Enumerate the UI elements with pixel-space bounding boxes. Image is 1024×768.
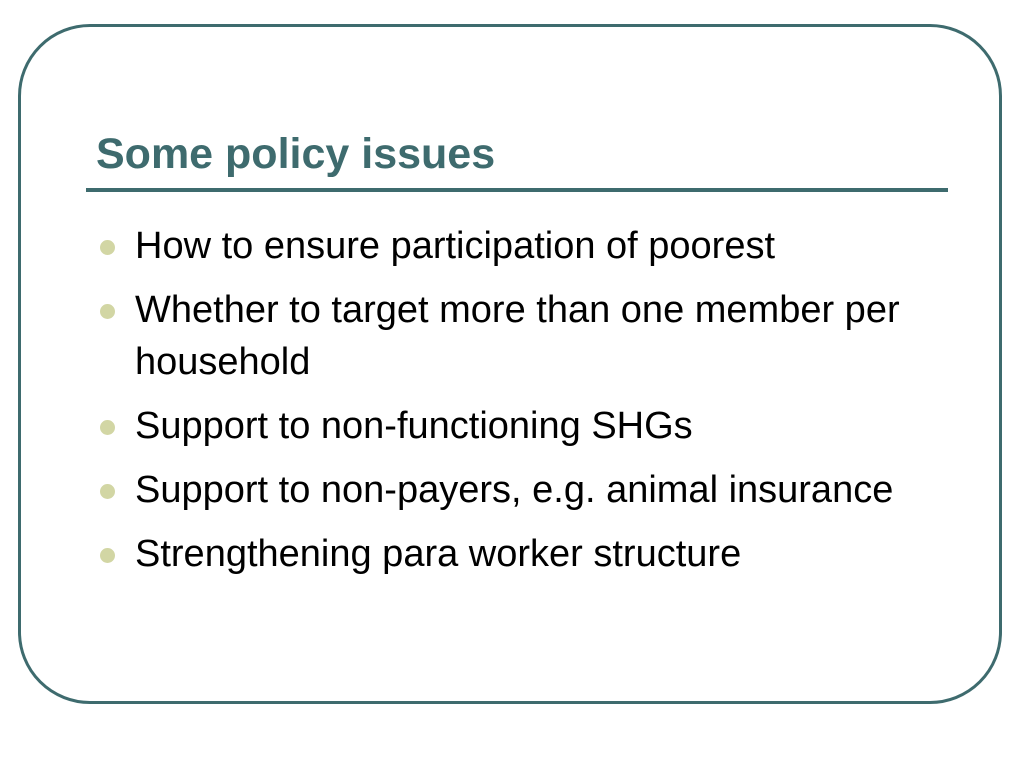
bullet-item — [96, 400, 916, 452]
bullet-text: Support to non-functioning SHGs — [135, 405, 693, 447]
title-underline — [86, 188, 948, 192]
bullet-dot-icon — [100, 484, 115, 499]
bullet-text: Support to non-payers, e.g. animal insurance — [135, 469, 894, 511]
bullet-dot-icon — [100, 420, 115, 435]
bullet-dot-icon — [100, 240, 115, 255]
bullet-item — [96, 220, 916, 272]
bullet-item — [96, 284, 916, 388]
bullet-item — [96, 528, 916, 580]
bullet-dot-icon — [100, 548, 115, 563]
bullet-list — [96, 220, 916, 592]
bullet-text: Whether to target more than one member per household — [135, 289, 900, 383]
bullet-text: Strengthening para worker structure — [135, 533, 742, 575]
bullet-item — [96, 464, 916, 516]
bullet-text: How to ensure participation of poorest — [135, 225, 776, 267]
slide-title: Some policy issues — [96, 130, 496, 178]
bullet-dot-icon — [100, 304, 115, 319]
